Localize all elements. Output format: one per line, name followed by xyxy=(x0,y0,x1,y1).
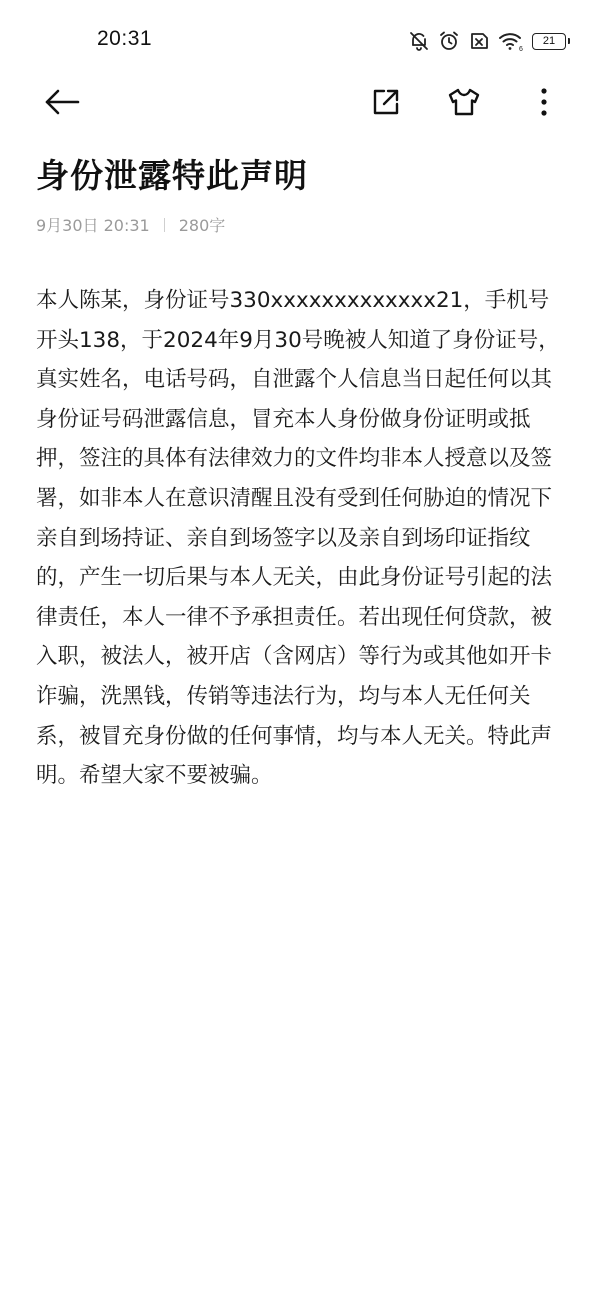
more-button[interactable] xyxy=(522,80,566,124)
status-bar xyxy=(0,0,600,80)
note-body[interactable]: 本人陈某，身份证号330xxxxxxxxxxxxx21，手机号开头138，于2024年9月30号晚被人知道了身份证号，真实姓名，电话号码，自泄露个人信息当日起任何以其身份证号码泄露信息，冒充本人身份做身份证明或抵押，签注的具体有法律效力的文件均非本人授意以及签署，如非本人在意识清醒且没有受到任何胁迫的情况下亲自到场持证、亲自到场签字以及亲自到场印证指纹的，产生一切后果与本人无关，由此身份证号引起的法律责任，本人一律不予承担责任。若出现任何贷款，被入职，被法人，被开店（含网店）等行为或其他如开卡诈骗，洗黑钱，传销等违法行为，均与本人无任何关系，被冒充身份做的任何事情，均与本人无关。特此声明。希望大家不要被骗。 xyxy=(36,288,560,789)
meta-divider xyxy=(164,218,165,232)
sim-off-icon xyxy=(468,30,490,52)
tshirt-theme-icon xyxy=(446,86,482,118)
share-button[interactable] xyxy=(364,80,408,124)
note-title[interactable]: 身份泄露特此声明 xyxy=(36,156,308,195)
toolbar xyxy=(0,72,600,128)
note-date: 9月30日 20:31 xyxy=(36,216,150,235)
theme-button[interactable] xyxy=(442,80,486,124)
status-time: 20:31 xyxy=(97,27,153,50)
status-icons xyxy=(408,28,566,54)
bell-muted-icon xyxy=(408,30,430,52)
wifi-icon xyxy=(498,30,524,52)
battery-level: 21 xyxy=(542,34,556,47)
share-icon xyxy=(370,86,402,118)
alarm-icon xyxy=(438,30,460,52)
back-arrow-icon xyxy=(43,87,81,117)
battery-icon xyxy=(532,33,566,50)
more-vertical-icon xyxy=(539,86,549,118)
note-meta xyxy=(36,213,225,236)
note-word-count: 280字 xyxy=(178,216,226,235)
back-button[interactable] xyxy=(40,80,84,124)
svg-text:6: 6 xyxy=(519,46,523,52)
